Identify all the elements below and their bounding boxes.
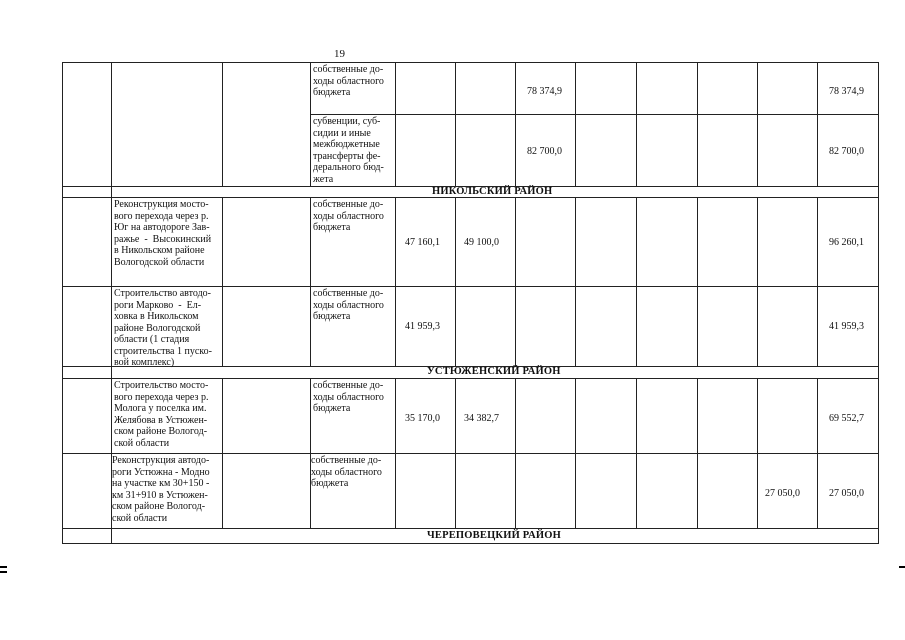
scan-mark [0, 571, 7, 573]
funding-source: субвенции, суб- сидии и иные межбюджетные трансферты фе- дерального бюд- жета [313, 116, 384, 185]
funding-source: собственные до- ходы областного бюджета [313, 288, 384, 322]
funding-source: собственные до- ходы областного бюджета [311, 455, 382, 489]
funding-source: собственные до- ходы областного бюджета [313, 380, 384, 414]
district-header: НИКОЛЬСКИЙ РАЙОН [432, 186, 553, 197]
amount-cell: 27 050,0 [765, 488, 800, 499]
project-name: Реконструкция автодо- роги Устюжна - Модно на участке км 30+150 - км 31+910 в Устюжен- ском районе Вологод- ской области [112, 455, 210, 524]
page-number: 19 [334, 48, 345, 60]
scan-mark [899, 566, 905, 568]
project-name: Строительство автодо- роги Марково - Ел- ховка в Никольском районе Вологодской области (1 стадия строительства 1 пуско- вой комплекс) [114, 288, 212, 368]
total-cell: 41 959,3 [829, 321, 864, 332]
district-header: УСТЮЖЕНСКИЙ РАЙОН [427, 366, 561, 377]
total-cell: 69 552,7 [829, 413, 864, 424]
amount-cell: 78 374,9 [527, 86, 562, 97]
district-header: ЧЕРЕПОВЕЦКИЙ РАЙОН [427, 530, 561, 541]
amount-cell: 47 160,1 [405, 237, 440, 248]
amount-cell: 41 959,3 [405, 321, 440, 332]
total-cell: 78 374,9 [829, 86, 864, 97]
project-name: Строительство мосто- вого перехода через р. Молога у поселка им. Желябова в Устюжен- ском районе Вологод- ской области [114, 380, 209, 449]
amount-cell: 49 100,0 [464, 237, 499, 248]
total-cell: 27 050,0 [829, 488, 864, 499]
amount-cell: 35 170,0 [405, 413, 440, 424]
total-cell: 82 700,0 [829, 146, 864, 157]
project-name: Реконструкция мосто- вого перехода через р. Юг на автодороге Зав- ражье - Высокинский в Никольском районе Вологодской области [114, 199, 212, 268]
total-cell: 96 260,1 [829, 237, 864, 248]
amount-cell: 82 700,0 [527, 146, 562, 157]
amount-cell: 34 382,7 [464, 413, 499, 424]
scan-mark [0, 566, 7, 568]
funding-source: собственные до- ходы областного бюджета [313, 199, 384, 233]
funding-source: собственные до- ходы областного бюджета [313, 64, 384, 98]
